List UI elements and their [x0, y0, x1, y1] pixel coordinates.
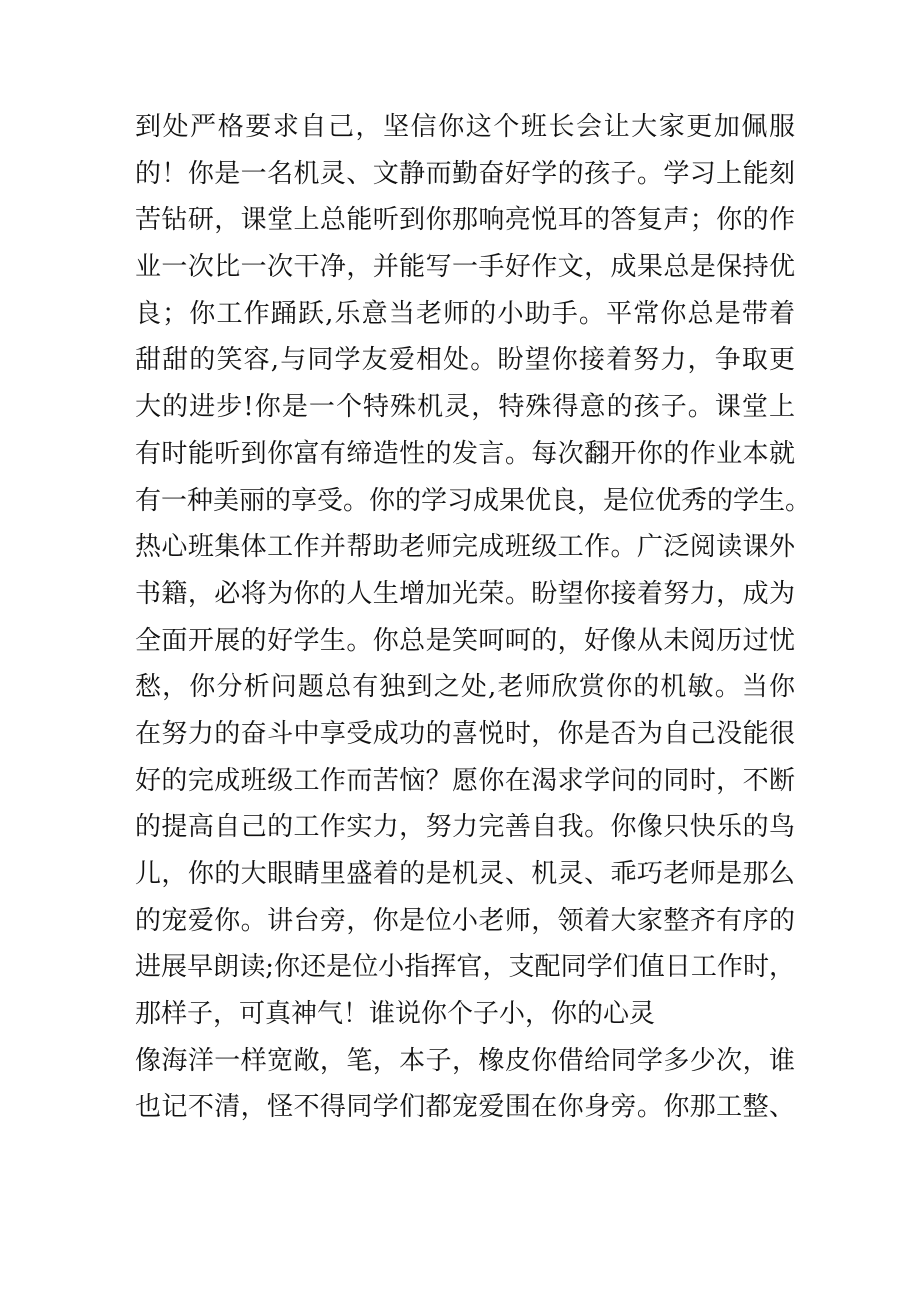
text-line: 的提高自己的工作实力，努力完善自我。你像只快乐的鸟 [135, 812, 795, 843]
text-line: 愁，你分析问题总有独到之处,老师欣赏你的机敏。当你 [135, 672, 795, 703]
text-line: 有一种美丽的享受。你的学习成果优良，是位优秀的学生。 [135, 485, 812, 516]
text-line: 进展早朗读;你还是位小指挥官，支配同学们值日工作时， [135, 952, 795, 983]
text-line: 大的进步!你是一个特殊机灵，特殊得意的孩子。课堂上 [135, 392, 795, 423]
text-line: 那样子，可真神气！谁说你个子小，你的心灵 [135, 999, 656, 1030]
text-line: 儿，你的大眼睛里盛着的是机灵、机灵、乖巧老师是那么 [135, 859, 795, 889]
text-line: 热心班集体工作并帮助老师完成班级工作。广泛阅读课外 [135, 532, 795, 563]
text-line: 的宠爱你。讲台旁，你是位小老师，领着大家整齐有序的 [135, 905, 795, 936]
text-line: 全面开展的好学生。你总是笑呵呵的，好像从未阅历过忧 [135, 625, 795, 656]
text-line: 到处严格要求自己，坚信你这个班长会让大家更加佩服 [135, 112, 795, 142]
text-line: 也记不清，怪不得同学们都宠爱围在你身旁。你那工整、 [135, 1092, 795, 1123]
text-line: 像海洋一样宽敞，笔，本子，橡皮你借给同学多少次，谁 [135, 1045, 795, 1076]
body-text [135, 104, 812, 1131]
text-line: 有时能听到你富有缔造性的发言。每次翻开你的作业本就 [135, 438, 795, 469]
text-line: 业一次比一次干净，并能写一手好作文，成果总是保持优 [135, 252, 795, 283]
text-line: 良；你工作踊跃,乐意当老师的小助手。平常你总是带着 [135, 298, 795, 329]
text-line: 甜甜的笑容,与同学友爱相处。盼望你接着努力，争取更 [135, 345, 795, 376]
text-line: 苦钻研，课堂上总能听到你那响亮悦耳的答复声；你的作 [135, 205, 795, 236]
text-line: 好的完成班级工作而苦恼？愿你在渴求学问的同时，不断 [135, 765, 795, 796]
text-line: 在努力的奋斗中享受成功的喜悦时，你是否为自己没能很 [135, 718, 795, 749]
text-line: 书籍，必将为你的人生增加光荣。盼望你接着努力，成为 [135, 578, 795, 609]
text-line: 的！你是一名机灵、文静而勤奋好学的孩子。学习上能刻 [135, 158, 795, 189]
